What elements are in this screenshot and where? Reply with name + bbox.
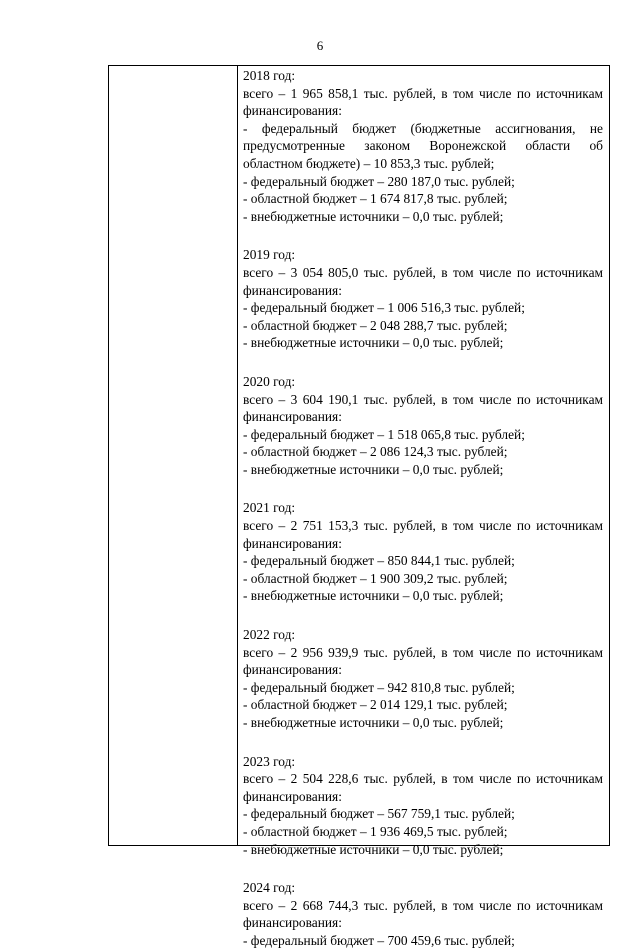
funding-line: всего – 3 054 805,0 тыс. рублей, в том числе по источникам [243,264,603,280]
funding-line: - внебюджетные источники – 0,0 тыс. рублей; [243,588,504,604]
funding-line: - областной бюджет – 1 936 469,5 тыс. рублей; [243,823,508,839]
funding-line: - областной бюджет – 1 900 309,2 тыс. рублей; [243,570,508,586]
funding-line: всего – 2 504 228,6 тыс. рублей, в том числе по источникам [243,771,603,787]
funding-table [108,65,610,948]
table-right-column [238,66,609,948]
funding-line: финансирования: [243,103,342,119]
funding-line: - областной бюджет – 1 674 817,8 тыс. рублей; [243,191,508,207]
funding-line: - внебюджетные источники – 0,0 тыс. рублей; [243,715,504,730]
year-block [243,246,603,352]
funding-line: всего – 2 751 153,3 тыс. рублей, в том числе по источникам [243,518,603,534]
year-heading: 2022 год: [243,627,296,643]
funding-line: - областной бюджет – 2 014 129,1 тыс. рублей; [243,697,508,713]
year-block [243,626,603,732]
year-block [243,67,603,225]
funding-line: - федеральный бюджет – 567 759,1 тыс. рублей; [243,806,515,822]
funding-line: финансирования: [243,915,342,931]
year-block [243,373,603,479]
funding-line: - федеральный бюджет (бюджетные ассигнования, не [243,120,603,136]
funding-line: финансирования: [243,282,342,298]
funding-line: всего – 2 956 939,9 тыс. рублей, в том числе по источникам [243,644,603,660]
year-heading: 2020 год: [243,373,296,389]
funding-line: финансирования: [243,788,342,804]
funding-line: - федеральный бюджет – 942 810,8 тыс. рублей; [243,679,515,695]
year-heading: 2023 год: [243,753,296,769]
funding-line: всего – 3 604 190,1 тыс. рублей, в том числе по источникам [243,391,603,407]
funding-line: областном бюджете) – 10 853,3 тыс. рублей; [243,155,495,171]
funding-line: - внебюджетные источники – 0,0 тыс. рублей; [243,335,504,351]
year-block [243,753,603,859]
funding-line: финансирования: [243,535,342,551]
funding-line: - областной бюджет – 2 086 124,3 тыс. рублей; [243,444,508,460]
funding-line: всего – 1 965 858,1 тыс. рублей, в том числе по источникам [243,85,603,101]
funding-line: - внебюджетные источники – 0,0 тыс. рублей; [243,461,504,477]
year-heading: 2018 год: [243,68,296,83]
funding-line: - федеральный бюджет – 1 006 516,3 тыс. рублей; [243,300,525,316]
funding-line: - внебюджетные источники – 0,0 тыс. рублей; [243,841,504,857]
funding-by-year-list [243,67,603,950]
funding-line: предусмотренные законом Воронежской области об [243,138,603,154]
year-heading: 2024 год: [243,880,296,896]
year-heading: 2021 год: [243,500,296,516]
funding-line: - федеральный бюджет – 1 518 065,8 тыс. рублей; [243,426,525,442]
funding-line: - областной бюджет – 2 048 288,7 тыс. рублей; [243,317,508,333]
year-block [243,499,603,605]
page-number: 6 [316,38,324,53]
funding-line: - федеральный бюджет – 280 187,0 тыс. рублей; [243,173,515,189]
year-heading: 2019 год: [243,247,296,263]
funding-line: всего – 2 668 744,3 тыс. рублей, в том числе по источникам [243,897,603,913]
funding-line: - федеральный бюджет – 700 459,6 тыс. рублей; [243,932,515,948]
funding-line: - федеральный бюджет – 850 844,1 тыс. рублей; [243,553,515,569]
table-left-column [109,66,238,845]
funding-line: финансирования: [243,662,342,678]
funding-line: - внебюджетные источники – 0,0 тыс. рублей; [243,208,504,224]
year-block [243,879,603,949]
funding-line: финансирования: [243,409,342,425]
